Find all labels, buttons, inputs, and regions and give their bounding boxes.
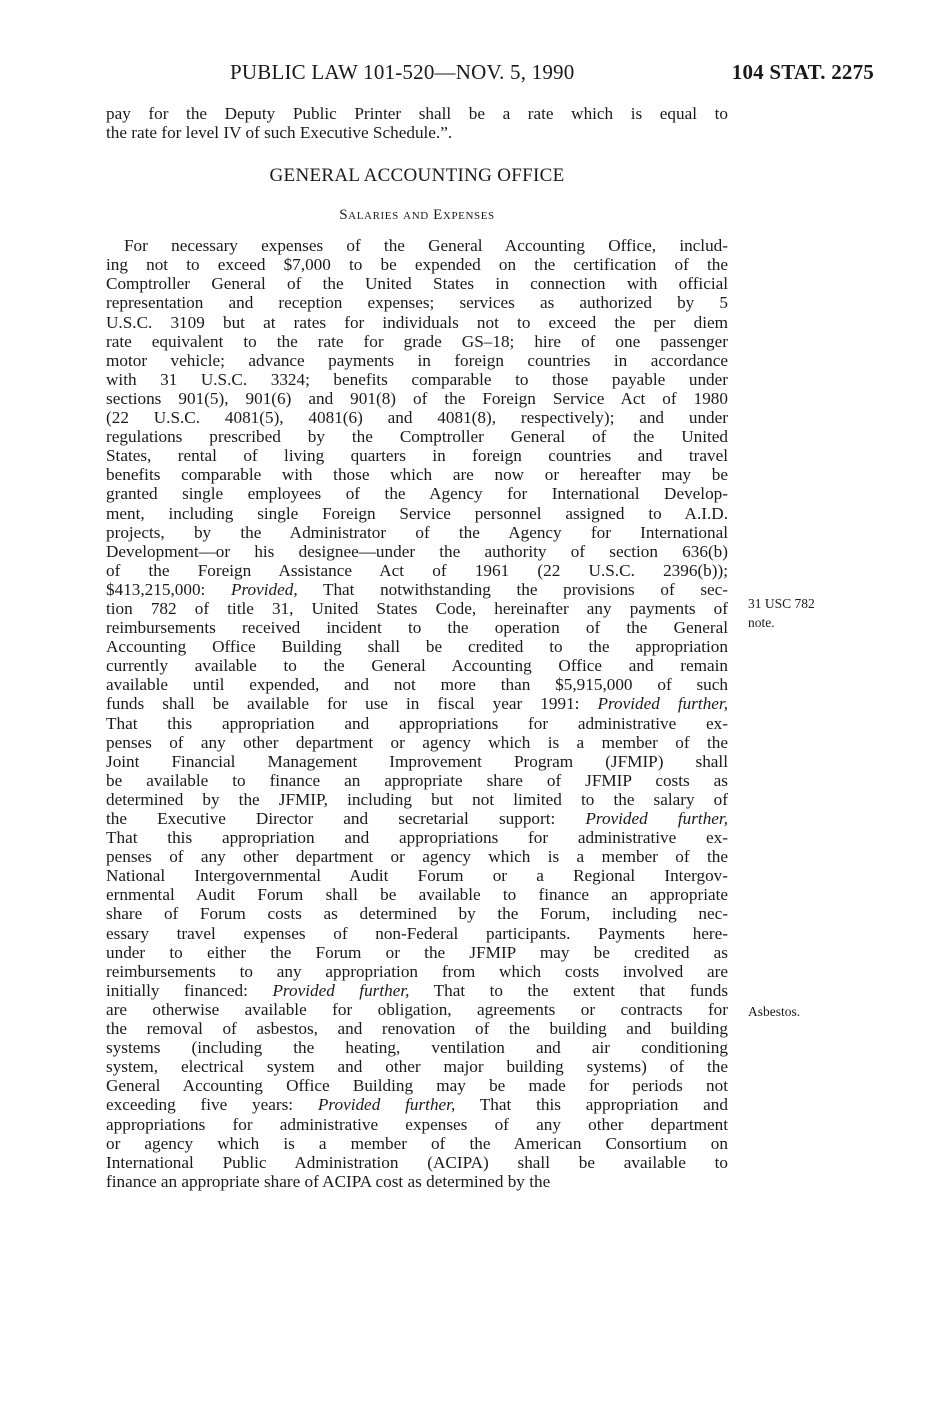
paragraph-line: system, electrical system and other major building systems) of the: [106, 1057, 728, 1077]
paragraph-line: of the Foreign Assistance Act of 1961 (22 U.S.C. 2396(b));: [106, 560, 728, 580]
paragraph-line: For necessary expenses of the General Accounting Office, includ-: [124, 236, 728, 256]
paragraph-line: States, rental of living quarters in foreign countries and travel: [106, 446, 728, 466]
paragraph-line: Accounting Office Building shall be credited to the appropriation: [106, 637, 728, 657]
paragraph-line: the Executive Director and secretarial support: Provided further,: [106, 809, 728, 828]
proviso-italic: Provided,: [230, 579, 298, 599]
paragraph-line: essary travel expenses of non-Federal participants. Payments here-: [106, 923, 728, 943]
paragraph-line: determined by the JFMIP, including but not limited to the salary of: [106, 789, 728, 809]
paragraph-line: granted single employees of the Agency for International Develop-: [106, 484, 728, 504]
margin-note-usc: [748, 594, 815, 632]
margin-note-usc-citation: 31 USC 782: [748, 596, 815, 611]
paragraph-line: funds shall be available for use in fiscal year 1991: Provided further,: [106, 694, 729, 714]
paragraph-line: the removal of asbestos, and renovation of the building and building: [106, 1019, 728, 1039]
paragraph-line: (22 U.S.C. 4081(5), 4081(6) and 4081(8), respectively); and under: [106, 408, 728, 428]
public-law-citation: PUBLIC LAW 101-520—NOV. 5, 1990: [230, 60, 575, 84]
paragraph-line: regulations prescribed by the Comptroller General of the United: [106, 427, 728, 447]
paragraph-line: representation and reception expenses; services as authorized by 5: [106, 293, 728, 313]
paragraph-line: be available to finance an appropriate share of JFMIP costs as: [106, 770, 728, 790]
paragraph-line: General Accounting Office Building may be made for periods not: [106, 1076, 728, 1096]
paragraph-line: ernmental Audit Forum shall be available to finance an appropriate: [106, 885, 728, 905]
paragraph-line: Development—or his designee—under the authority of section 636(b): [106, 541, 728, 561]
sub-heading: Salaries and Expenses: [339, 207, 495, 224]
paragraph-line: benefits comparable with those which are now or hereafter may be: [106, 465, 728, 485]
margin-note-asbestos: Asbestos.: [748, 1004, 801, 1019]
proviso-italic: Provided further,: [317, 1095, 456, 1115]
paragraph-line: share of Forum costs as determined by the Forum, including nec-: [106, 904, 728, 924]
paragraph-line: National Intergovernmental Audit Forum or a Regional Intergov-: [106, 866, 728, 886]
body-text-column: [106, 104, 728, 1191]
paragraph-line: exceeding five years: Provided further, That this appropriation and: [106, 1095, 728, 1115]
paragraph-line: Joint Financial Management Improvement Program (JFMIP) shall: [106, 751, 728, 771]
paragraph-line: penses of any other department or agency which is a member of the: [106, 732, 728, 752]
paragraph-line: are otherwise available for obligation, agreements or contracts for: [106, 999, 728, 1019]
appropriation-paragraph: [106, 236, 728, 1191]
paragraph-line: currently available to the General Accounting Office and remain: [106, 656, 728, 676]
intro-line: the rate for level IV of such Executive Schedule.”.: [106, 123, 453, 143]
proviso-italic: Provided further,: [597, 694, 729, 714]
proviso-italic: Provided further,: [585, 809, 728, 828]
paragraph-line: That this appropriation and appropriations for administrative ex-: [106, 828, 728, 848]
paragraph-line: systems (including the heating, ventilation and air conditioning: [106, 1038, 728, 1058]
paragraph-line: Comptroller General of the United States in connection with official: [106, 274, 728, 294]
running-header: [106, 60, 874, 92]
paragraph-line: sections 901(5), 901(6) and 901(8) of the Foreign Service Act of 1980: [106, 388, 728, 408]
paragraph-line: ing not to exceed $7,000 to be expended on the certification of the: [106, 255, 728, 275]
proviso-italic: Provided further,: [272, 980, 410, 1000]
paragraph-line: rate equivalent to the rate for grade GS–18; hire of one passenger: [106, 331, 728, 351]
paragraph-line: or agency which is a member of the American Consortium on: [106, 1133, 728, 1153]
margin-note-usc-note: note.: [748, 615, 775, 630]
paragraph-line: U.S.C. 3109 but at rates for individuals not to exceed the per diem: [106, 312, 728, 332]
paragraph-line: finance an appropriate share of ACIPA cost as determined by the: [106, 1171, 551, 1191]
paragraph-line: appropriations for administrative expenses of any other department: [106, 1114, 728, 1134]
paragraph-line: $413,215,000: Provided, That notwithstanding the provisions of sec-: [106, 579, 728, 599]
paragraph-line: ment, including single Foreign Service personnel assigned to A.I.D.: [106, 503, 728, 523]
intro-line: pay for the Deputy Public Printer shall be a rate which is equal to: [106, 104, 728, 123]
paragraph-line: motor vehicle; advance payments in foreign countries in accordance: [106, 350, 728, 370]
paragraph-line: under to either the Forum or the JFMIP may be credited as: [106, 942, 728, 962]
paragraph-line: reimbursements to any appropriation from which costs involved are: [106, 961, 728, 981]
paragraph-line: available until expended, and not more than $5,915,000 of such: [106, 675, 728, 695]
paragraph-line: That this appropriation and appropriations for administrative ex-: [106, 713, 728, 733]
paragraph-line: International Public Administration (ACIPA) shall be available to: [106, 1152, 728, 1172]
paragraph-line: reimbursements received incident to the operation of the General: [106, 618, 728, 638]
paragraph-line: with 31 U.S.C. 3324; benefits comparable to those payable under: [106, 369, 728, 389]
section-heading: GENERAL ACCOUNTING OFFICE: [269, 165, 565, 187]
statute-page-number: 104 STAT. 2275: [731, 60, 874, 84]
paragraph-line: penses of any other department or agency which is a member of the: [106, 847, 728, 867]
paragraph-line: initially financed: Provided further, That to the extent that funds: [106, 980, 729, 1000]
paragraph-line: projects, by the Administrator of the Agency for International: [106, 522, 728, 542]
paragraph-line: tion 782 of title 31, United States Code, hereinafter any payments of: [106, 598, 728, 618]
